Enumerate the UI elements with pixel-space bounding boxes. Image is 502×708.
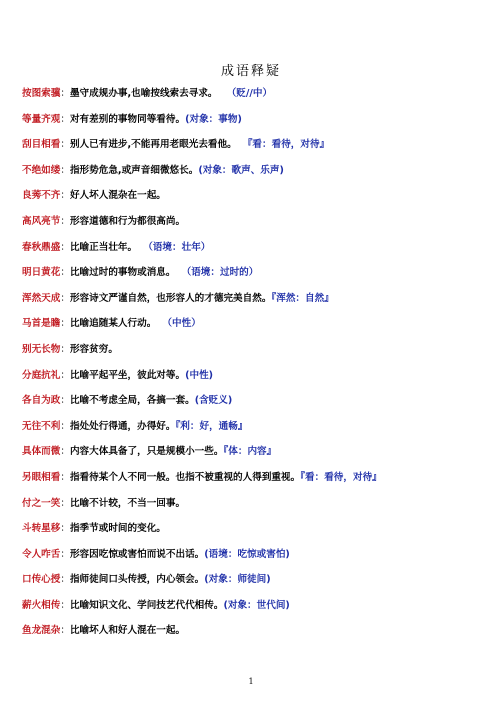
- idiom-term: 薪火相传: [22, 599, 61, 611]
- idiom-definition: 比喻不考虑全局，各搞一套。: [69, 395, 195, 407]
- idiom-term: 春秋鼎盛: [22, 241, 61, 253]
- idiom-term: 令人咋舌: [22, 548, 61, 560]
- list-item: 良莠不齐：好人坏人混杂在一起。: [22, 190, 166, 202]
- list-item: 斗转星移：指季节或时间的变化。: [22, 523, 166, 535]
- idiom-note: （贬//中）: [226, 88, 273, 99]
- idiom-definition: 比喻不计较，不当一回事。: [69, 497, 186, 509]
- list-item: 付之一笑：比喻不计较，不当一回事。: [22, 497, 186, 509]
- list-item: 按图索骥：墨守成规办事,也喻按线索去寻求。 （贬//中）: [22, 88, 273, 99]
- list-item: 刮目相看：别人已有进步,不能再用老眼光去看他。 『看：看待，对待』: [22, 139, 330, 151]
- idiom-term: 马首是瞻: [22, 318, 61, 330]
- idiom-term: 付之一笑: [22, 497, 61, 509]
- idiom-definition: 指季节或时间的变化。: [69, 523, 166, 535]
- idiom-note: (对象：事物): [185, 113, 242, 125]
- idiom-note: (对象：歌声、乐声): [198, 164, 284, 176]
- list-item: 无往不利：指处处行得通，办得好。『利：好，通畅』: [22, 420, 248, 432]
- idiom-term: 刮目相看: [22, 139, 61, 151]
- idiom-term: 等量齐观: [22, 113, 61, 125]
- page-title: 成语释疑: [220, 64, 281, 79]
- idiom-definition: 形容贫穷。: [69, 343, 118, 355]
- idiom-term: 别无长物: [22, 343, 61, 355]
- page-number: 1: [248, 677, 254, 686]
- idiom-note: 『看：看待，对待』: [242, 139, 330, 151]
- list-item: 浑然天成：形容诗文严谨自然，也形容人的才德完美自然。『浑然：自然』: [22, 292, 334, 304]
- idiom-note: （语境：壮年）: [143, 241, 211, 253]
- idiom-note: (对象：世代间): [223, 599, 290, 611]
- list-item: 高风亮节：形容道德和行为都很高尚。: [22, 215, 186, 227]
- idiom-definition: 指看待某个人不同一般。也指不被重视的人得到重视。: [69, 471, 301, 483]
- idiom-definition: 比喻过时的事物或消息。: [69, 267, 176, 279]
- list-item: 令人咋舌：形容因吃惊或害怕而说不出话。(语境：吃惊或害怕): [22, 548, 290, 560]
- idiom-definition: 好人坏人混杂在一起。: [69, 190, 166, 202]
- idiom-term: 无往不利: [22, 420, 61, 432]
- idiom-list: [22, 86, 492, 649]
- idiom-term: 分庭抗礼: [22, 369, 61, 381]
- list-item: 另眼相看：指看待某个人不同一般。也指不被重视的人得到重视。『看：看待，对待』: [22, 471, 382, 483]
- idiom-term: 具体而微: [22, 446, 61, 458]
- idiom-note: (中性): [185, 369, 214, 381]
- idiom-definition: 比喻平起平坐，彼此对等。: [69, 369, 186, 381]
- idiom-definition: 形容道德和行为都很高尚。: [69, 215, 186, 227]
- list-item: 分庭抗礼：比喻平起平坐，彼此对等。(中性): [22, 369, 214, 381]
- idiom-term: 口传心授: [22, 574, 61, 586]
- idiom-term: 高风亮节: [22, 215, 61, 227]
- idiom-note: （语境：过时的）: [181, 267, 259, 279]
- idiom-definition: 比喻知识文化、学问技艺代代相传。: [69, 599, 224, 611]
- idiom-definition: 内容大体具备了，只是规模小一些。: [69, 446, 224, 458]
- idiom-definition: 形容因吃惊或害怕而说不出话。: [69, 548, 205, 560]
- idiom-term: 斗转星移: [22, 523, 61, 535]
- list-item: 具体而微：内容大体具备了，只是规模小一些。『体：内容』: [22, 446, 277, 458]
- idiom-term: 浑然天成: [22, 292, 61, 304]
- idiom-definition: 对有差别的事物同等看待。: [69, 113, 186, 125]
- idiom-definition: 形容诗文严谨自然，也形容人的才德完美自然。: [69, 292, 272, 304]
- idiom-definition: 指师徒间口头传授，内心领会。: [69, 574, 205, 586]
- list-item: 春秋鼎盛：比喻正当壮年。 （语境：壮年）: [22, 241, 211, 253]
- list-item: 各自为政：比喻不考虑全局，各搞一套。(含贬义): [22, 395, 233, 407]
- idiom-term: 各自为政: [22, 395, 61, 407]
- idiom-definition: 比喻追随某人行动。: [69, 318, 157, 330]
- idiom-term: 不绝如缕: [22, 164, 61, 176]
- idiom-note: (对象：师徒间): [204, 574, 271, 586]
- list-item: 口传心授：指师徒间口头传授，内心领会。(对象：师徒间): [22, 574, 271, 586]
- list-item: 不绝如缕：指形势危急,或声音细微悠长。(对象：歌声、乐声): [22, 164, 284, 176]
- idiom-term: 鱼龙混杂: [22, 625, 61, 637]
- list-item: 薪火相传：比喻知识文化、学问技艺代代相传。(对象：世代间): [22, 599, 290, 611]
- idiom-note: 『体：内容』: [223, 446, 277, 458]
- idiom-note: 『看：看待，对待』: [300, 471, 382, 483]
- list-item: 马首是瞻：比喻追随某人行动。 （中性）: [22, 318, 201, 330]
- list-item: 鱼龙混杂：比喻坏人和好人混在一起。: [22, 625, 186, 637]
- idiom-definition: 指处处行得通，办得好。: [69, 420, 176, 432]
- idiom-definition: 比喻坏人和好人混在一起。: [69, 625, 186, 637]
- idiom-definition: 别人已有进步,不能再用老眼光去看他。: [69, 139, 237, 151]
- idiom-definition: 指形势危急,或声音细微悠长。: [69, 164, 199, 176]
- idiom-note: 『利：好，通畅』: [175, 420, 248, 432]
- idiom-note: 『浑然：自然』: [271, 292, 334, 304]
- idiom-definition: 比喻正当壮年。: [69, 241, 138, 253]
- list-item: 等量齐观：对有差别的事物同等看待。(对象：事物): [22, 113, 242, 125]
- idiom-term: 按图索骥: [22, 88, 61, 99]
- list-item: 别无长物：形容贫穷。: [22, 343, 118, 355]
- idiom-definition: 墨守成规办事,也喻按线索去寻求。: [69, 88, 218, 99]
- idiom-note: (含贬义): [194, 395, 233, 407]
- idiom-note: (语境：吃惊或害怕): [204, 548, 290, 560]
- idiom-term: 明日黄花: [22, 267, 61, 279]
- idiom-term: 另眼相看: [22, 471, 61, 483]
- list-item: 明日黄花：比喻过时的事物或消息。 （语境：过时的）: [22, 267, 259, 279]
- idiom-note: （中性）: [162, 318, 201, 330]
- idiom-term: 良莠不齐: [22, 190, 61, 202]
